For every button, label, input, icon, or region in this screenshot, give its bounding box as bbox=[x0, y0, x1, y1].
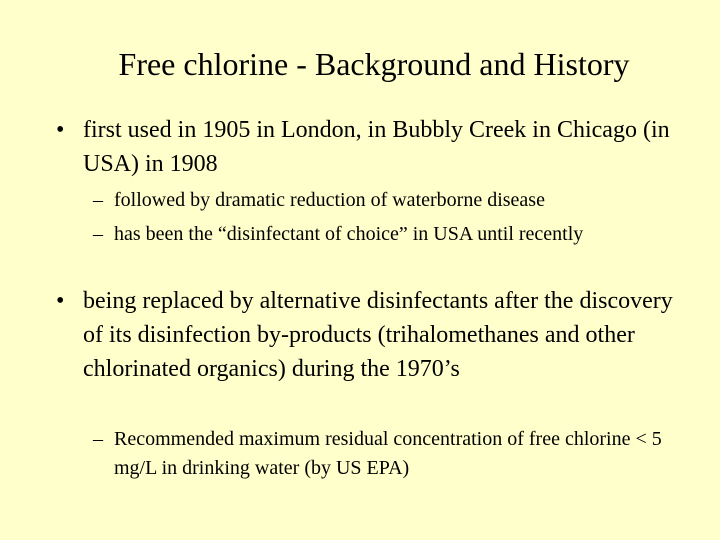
bullet-marker: • bbox=[56, 288, 65, 314]
bullet-item bbox=[56, 284, 676, 386]
sub-bullet-text: has been the “disinfectant of choice” in USA until recently bbox=[114, 223, 584, 245]
slide-title: Free chlorine - Background and History bbox=[118, 46, 630, 82]
sub-bullet-marker: – bbox=[93, 189, 103, 211]
bullet-text: first used in 1905 in London, in Bubbly Creek in Chicago (in USA) in 1908 bbox=[83, 117, 670, 177]
sub-bullet-item bbox=[93, 220, 663, 249]
sub-bullet-item bbox=[93, 425, 663, 483]
bullet-item bbox=[56, 113, 676, 181]
sub-bullet-marker: – bbox=[93, 428, 103, 450]
sub-bullet-marker: – bbox=[93, 223, 103, 245]
bullet-marker: • bbox=[56, 117, 65, 143]
sub-bullet-text: followed by dramatic reduction of waterborne disease bbox=[114, 189, 545, 211]
bullet-text: being replaced by alternative disinfectants after the discovery of its disinfection by-products (trihalomethanes and other chlorinated organics) during the 1970’s bbox=[83, 288, 673, 382]
sub-bullet-item bbox=[93, 186, 663, 215]
sub-bullet-text: Recommended maximum residual concentration of free chlorine < 5 mg/L in drinking water (by US EPA) bbox=[114, 428, 662, 479]
